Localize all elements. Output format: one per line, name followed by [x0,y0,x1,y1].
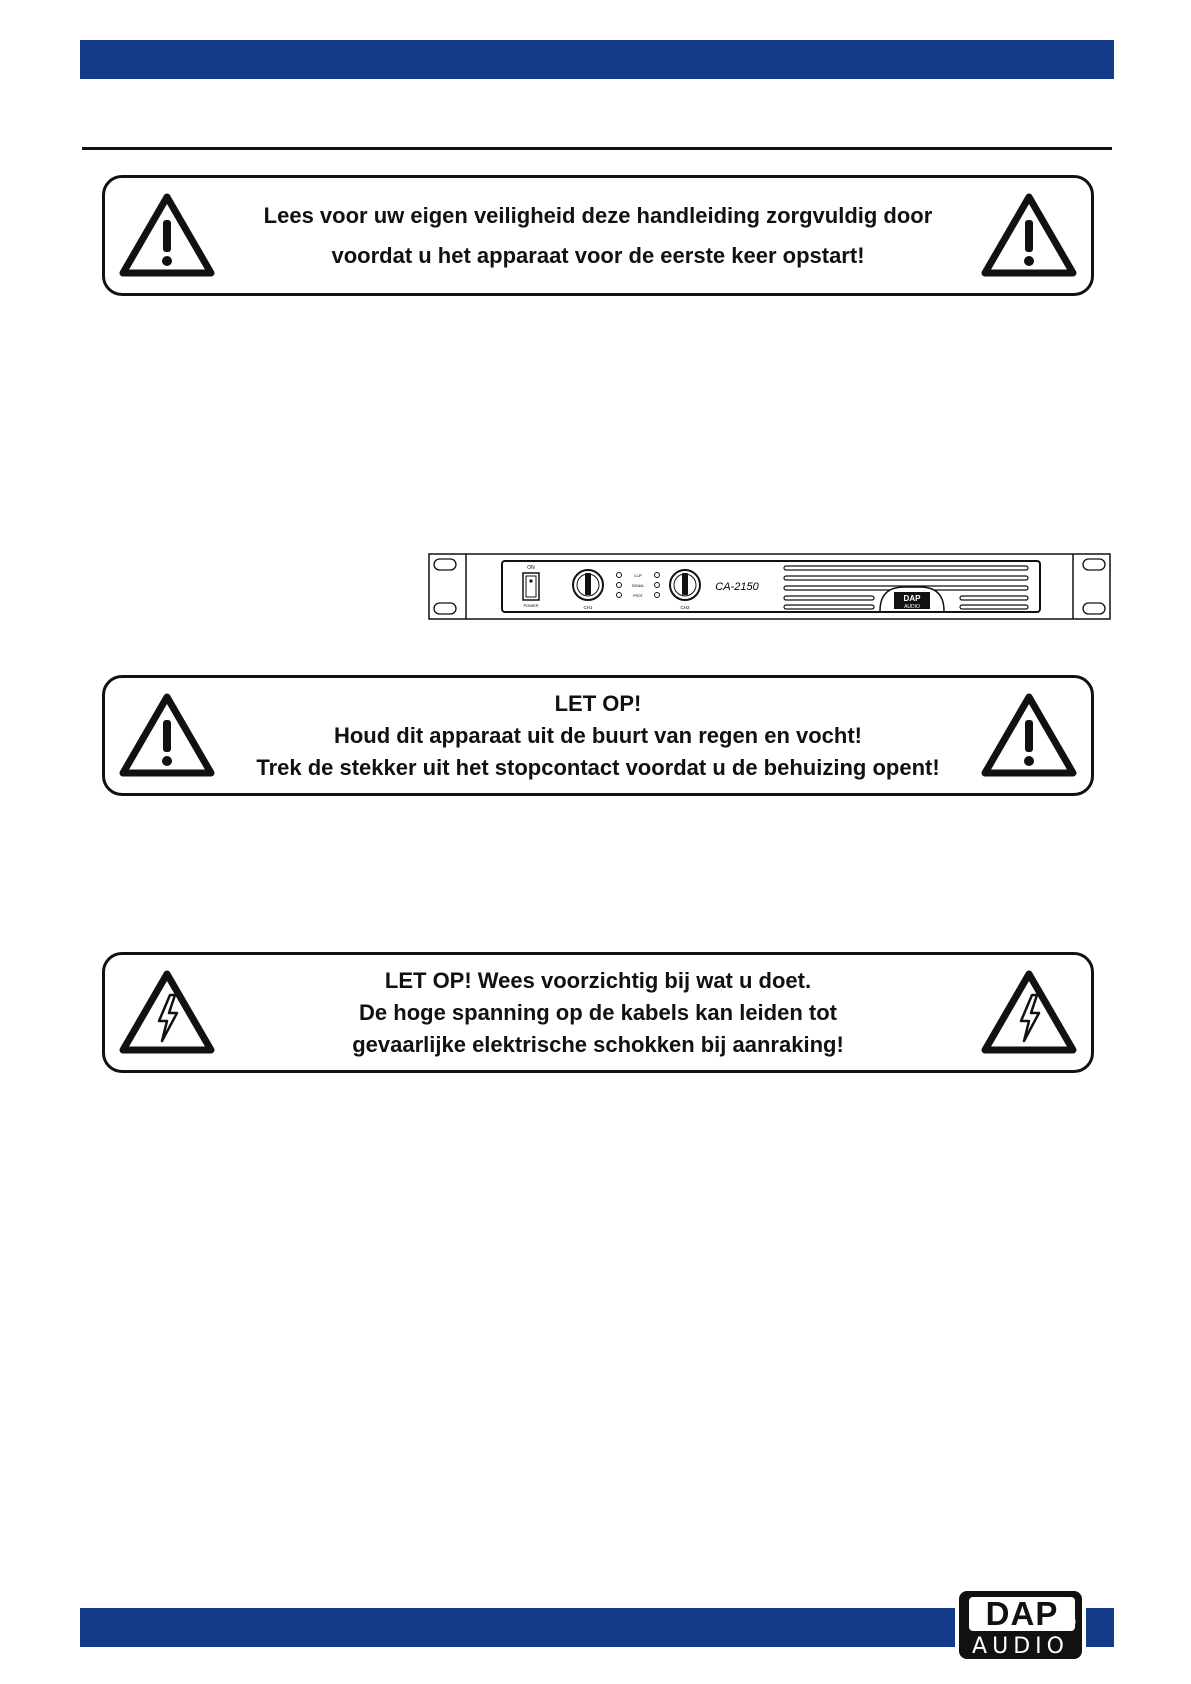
logo-dap-text: DAP [969,1597,1075,1631]
notice-line: Houd dit apparaat uit de buurt van regen en vocht! [333,722,863,748]
ch1-label: CH1 [583,605,593,610]
notice-line: Trek de stekker uit het stopcontact voordat u de behuizing opent! [256,754,940,780]
high-voltage-warning-box [102,952,1094,1073]
badge-audio-text: AUDIO [904,604,920,610]
logo-plate [959,1591,1082,1659]
ch2-label: CH2 [680,605,690,610]
notice-line: De hoge spanning op de kabels kan leiden tot [359,999,837,1025]
prot-label: PROT [633,594,643,598]
high-voltage-triangle-icon [981,969,1077,1055]
logo-audio-text: AUDIO [972,1634,1069,1659]
dap-audio-logo [955,1587,1086,1663]
exclamation-triangle-icon [119,692,215,778]
moisture-warning-text [235,678,961,793]
high-voltage-warning-text [235,955,961,1070]
signal-label: SIGNAL [631,584,645,588]
exclamation-triangle-icon [981,192,1077,278]
notice-line: Lees voor uw eigen veiligheid deze handleiding zorgvuldig door [263,202,933,228]
exclamation-triangle-icon [981,692,1077,778]
notice-line: gevaarlijke elektrische schokken bij aanraking! [352,1031,844,1057]
logo-registered-mark: ® [1068,1617,1076,1628]
moisture-warning-box [102,675,1094,796]
exclamation-triangle-icon [119,192,215,278]
notice-line: LET OP! [554,690,642,716]
safety-notice-text [235,178,961,293]
notice-line: voordat u het apparaat voor de eerste keer opstart! [331,242,865,268]
notice-line: LET OP! Wees voorzichtig bij wat u doet. [384,967,812,993]
power-on-label: ON [527,565,535,571]
badge-dap-text: DAP [903,594,921,603]
power-label: POWER [523,603,539,608]
safety-notice-box [102,175,1094,296]
model-name: CA-2150 [715,581,759,593]
amplifier-front-panel-illustration [428,553,1111,620]
clip-label: CLIP [634,574,642,578]
header-bar [80,40,1114,79]
high-voltage-triangle-icon [119,969,215,1055]
header-rule [82,147,1112,150]
